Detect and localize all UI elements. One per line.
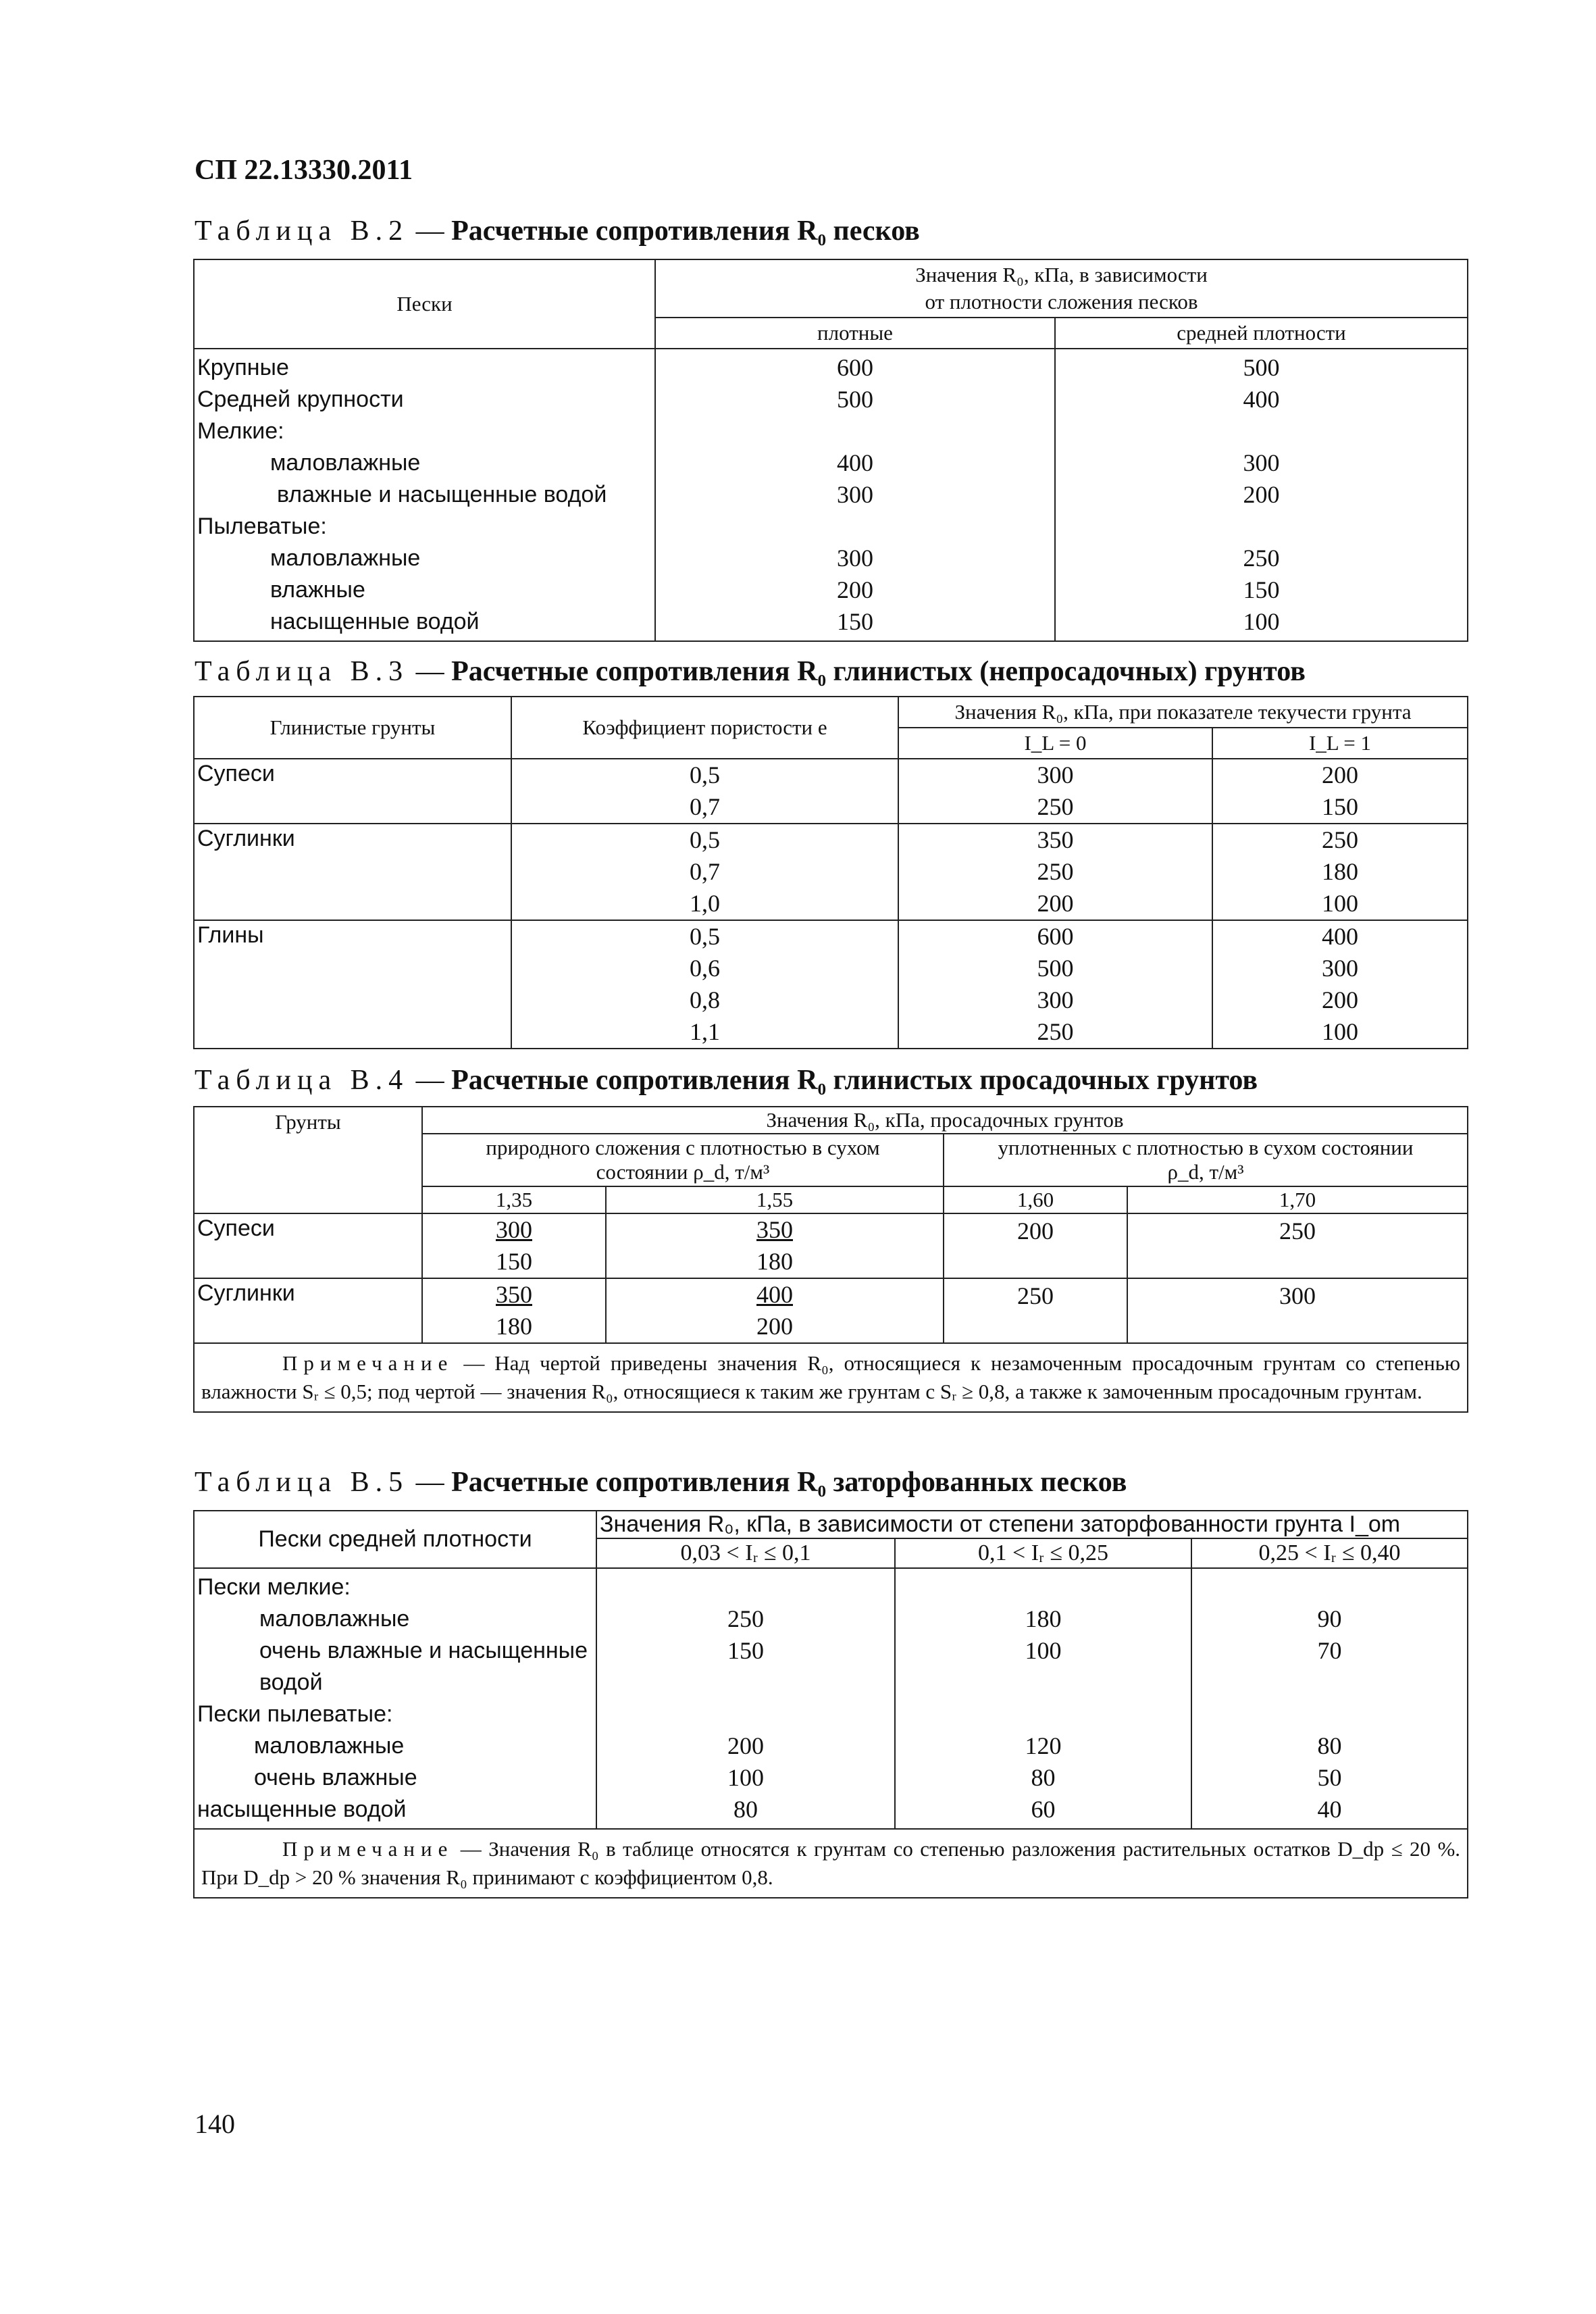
table-row-name: очень влажные	[254, 1765, 417, 1790]
table-cell: 400	[1243, 386, 1280, 413]
table-b4-title: Расчетные сопротивления R₀ глинистых просадочных грунтов	[451, 1065, 1258, 1096]
sands-names-column	[194, 349, 655, 641]
table-cell: 250	[1243, 545, 1280, 572]
table-cell	[597, 1571, 894, 1603]
table-cell	[896, 1699, 1191, 1730]
range2-column	[895, 1568, 1191, 1829]
col-header-natural	[422, 1134, 944, 1186]
table-b3-title: Расчетные сопротивления R₀ глинистых (непросадочных) грунтов	[451, 656, 1306, 687]
table-b5	[193, 1510, 1468, 1898]
caption-dash: —	[409, 216, 452, 247]
table-cell	[597, 1667, 894, 1699]
table-row-name: маловлажные	[270, 450, 421, 476]
table-cell	[656, 511, 1054, 543]
table-cell	[1192, 1667, 1467, 1699]
table-cell: 350	[1037, 826, 1074, 853]
table-b5-caption	[195, 1466, 1127, 1499]
table-cell	[896, 1571, 1191, 1603]
header-line: природного сложения с плотностью в сухом	[486, 1136, 880, 1159]
table-cell: 0,8	[690, 986, 720, 1013]
table-cell: 0,5	[690, 826, 720, 853]
value-below-line: 180	[756, 1248, 793, 1275]
table-cell: 40	[1317, 1796, 1342, 1823]
table-cell	[1192, 1699, 1467, 1730]
table-cell: 180	[1025, 1605, 1062, 1632]
table-cell	[597, 1699, 894, 1730]
col-header-compacted	[944, 1134, 1468, 1186]
header-line: Значения R₀, кПа, в зависимости	[915, 263, 1208, 286]
table-b4-note	[194, 1343, 1468, 1412]
value-above-line: 400	[756, 1281, 793, 1308]
il1-cells	[1212, 920, 1468, 1049]
table-row-name: влажные	[270, 577, 365, 603]
col-header-dense: плотные	[655, 318, 1055, 349]
table-cell	[896, 1667, 1191, 1699]
table-cell: 100	[1322, 1018, 1358, 1045]
table-cell: 250	[1127, 1213, 1468, 1278]
col-header-values: Значения R₀, кПа, в зависимости от степени заторфованности грунта I_om	[596, 1511, 1468, 1538]
table-cell: 300	[1037, 986, 1074, 1013]
table-cell: 400	[837, 449, 873, 476]
col-header-density: 1,70	[1127, 1186, 1468, 1213]
table-row-name: Пески мелкие:	[197, 1574, 351, 1600]
table-cell: 200	[727, 1732, 764, 1759]
table-row-group	[194, 759, 1468, 824]
value-below-line: 200	[756, 1313, 793, 1340]
table-b5-note	[194, 1829, 1468, 1898]
value-below-line: 150	[496, 1248, 532, 1275]
table-cell: 250	[727, 1605, 764, 1632]
il0-cells	[898, 759, 1212, 824]
table-cell: 150	[837, 608, 873, 635]
note-label: Примечание	[282, 1351, 454, 1375]
table-row-name: влажные и насыщенные водой	[277, 482, 607, 507]
col-header-range: 0,1 < Iᵣ ≤ 0,25	[895, 1538, 1191, 1568]
table-cell: 100	[1322, 890, 1358, 917]
table-cell: 250	[1037, 793, 1074, 820]
table-cell	[656, 416, 1054, 447]
table-cell: 500	[1243, 354, 1280, 381]
table-cell: 120	[1025, 1732, 1062, 1759]
col-header-porosity: Коэффициент пористости e	[511, 697, 898, 759]
table-cell: 60	[1031, 1796, 1056, 1823]
table-cell	[422, 1213, 606, 1278]
table-b4	[193, 1106, 1468, 1413]
table-row-name: очень влажные и насыщенные	[259, 1638, 588, 1663]
col-header-soils: Глинистые грунты	[194, 697, 511, 759]
col-header-il0: I_L = 0	[898, 728, 1212, 759]
table-cell	[422, 1278, 606, 1343]
col-header-values	[655, 259, 1468, 318]
table-cell: 150	[1243, 576, 1280, 603]
table-cell: 90	[1317, 1605, 1342, 1632]
note-label: Примечание	[282, 1837, 454, 1861]
table-cell	[1056, 511, 1467, 543]
table-cell: 300	[1037, 761, 1074, 788]
table-cell: 300	[837, 481, 873, 508]
table-cell: 600	[1037, 923, 1074, 950]
il0-cells	[898, 824, 1212, 920]
table-cell: 200	[837, 576, 873, 603]
porosity-cells	[511, 759, 898, 824]
col-header-medium: средней плотности	[1055, 318, 1468, 349]
table-cell: 0,7	[690, 858, 720, 885]
table-cell: 300	[837, 545, 873, 572]
dense-values-column	[655, 349, 1055, 641]
table-cell: 250	[1037, 1018, 1074, 1045]
table-cell: 180	[1322, 858, 1358, 885]
table-cell: 80	[733, 1796, 758, 1823]
table-row	[194, 1213, 1468, 1278]
table-cell: 100	[1243, 608, 1280, 635]
table-row-name: Средней крупности	[197, 386, 404, 412]
table-cell: 300	[1127, 1278, 1468, 1343]
table-cell: 600	[837, 354, 873, 381]
il1-cells	[1212, 759, 1468, 824]
table-cell	[1192, 1571, 1467, 1603]
table-cell: 150	[1322, 793, 1358, 820]
table-cell: 200	[944, 1213, 1127, 1278]
table-cell: 1,0	[690, 890, 720, 917]
caption-dash: —	[409, 656, 452, 687]
table-cell: 250	[1322, 826, 1358, 853]
col-header-range: 0,25 < Iᵣ ≤ 0,40	[1191, 1538, 1468, 1568]
col-header-soils: Грунты	[194, 1107, 422, 1213]
col-header-density: 1,35	[422, 1186, 606, 1213]
table-cell: 500	[1037, 955, 1074, 982]
header-line: ρ_d, т/м³	[1167, 1160, 1244, 1184]
table-cell	[606, 1278, 944, 1343]
table-row-name: Пески пылеватые:	[197, 1701, 393, 1727]
col-header-sands: Пески средней плотности	[194, 1511, 596, 1568]
table-row-name: Мелкие:	[197, 418, 284, 444]
caption-dash: —	[409, 1065, 452, 1096]
table-cell: 300	[1243, 449, 1280, 476]
col-header-sands: Пески	[194, 259, 655, 349]
table-cell: 80	[1317, 1732, 1342, 1759]
table-cell: 200	[1243, 481, 1280, 508]
value-above-line: 350	[496, 1281, 532, 1308]
table-cell: 1,1	[690, 1018, 720, 1045]
value-below-line: 180	[496, 1313, 532, 1340]
group-name: Супеси	[194, 759, 511, 824]
table-row-name: водой	[259, 1669, 323, 1695]
range3-column	[1191, 1568, 1468, 1829]
table-cell: 100	[727, 1764, 764, 1791]
group-name: Суглинки	[194, 824, 511, 920]
group-name: Глины	[194, 920, 511, 1049]
table-row	[194, 1278, 1468, 1343]
table-b3-caption	[195, 655, 1306, 688]
porosity-cells	[511, 824, 898, 920]
table-row-name: маловлажные	[259, 1606, 410, 1632]
table-cell: 200	[1322, 986, 1358, 1013]
table-cell: 250	[1037, 858, 1074, 885]
header-line: от плотности сложения песков	[925, 290, 1198, 313]
table-b3	[193, 696, 1468, 1049]
note-text: — Значения R₀ в таблице относятся к грунтам со степенью разложения растительных остатков D_dp ≤ 20 %. При D_dp > 20 % значения R₀ принимают с коэффициентом 0,8.	[201, 1837, 1461, 1889]
table-b5-label: Таблица В.5	[195, 1467, 409, 1498]
porosity-cells	[511, 920, 898, 1049]
table-cell: 200	[1037, 890, 1074, 917]
range1-column	[596, 1568, 895, 1829]
table-row-name: маловлажные	[270, 545, 421, 571]
col-header-values: Значения R₀, кПа, при показателе текучести грунта	[898, 697, 1468, 728]
note-text: — Над чертой приведены значения R₀, относящиеся к незамоченным просадочным грунтам со степенью влажности Sᵣ ≤ 0,5; под чертой — значения R₀, относящиеся к таким же грунтам с Sᵣ ≥ 0,8, а также к замоченным просадочным грунтам.	[201, 1351, 1461, 1403]
col-header-values: Значения R₀, кПа, просадочных грунтов	[422, 1107, 1468, 1134]
table-row-name: насыщенные водой	[197, 1796, 407, 1822]
header-line: уплотненных с плотностью в сухом состоянии	[998, 1136, 1414, 1159]
table-row-group	[194, 824, 1468, 920]
row-name: Суглинки	[194, 1278, 422, 1343]
row-name: Супеси	[194, 1213, 422, 1278]
table-cell: 70	[1317, 1637, 1342, 1664]
table-row-name: Крупные	[197, 355, 289, 380]
table-b4-label: Таблица В.4	[195, 1065, 409, 1096]
table-b4-caption	[195, 1064, 1258, 1097]
table-cell: 50	[1317, 1764, 1342, 1791]
table-cell: 0,5	[690, 761, 720, 788]
il1-cells	[1212, 824, 1468, 920]
table-b3-label: Таблица В.3	[195, 656, 409, 687]
table-cell: 150	[727, 1637, 764, 1664]
table-b5-title: Расчетные сопротивления R₀ заторфованных песков	[451, 1467, 1127, 1498]
table-b2-label: Таблица В.2	[195, 216, 409, 247]
table-cell: 0,6	[690, 955, 720, 982]
table-row-name: маловлажные	[254, 1733, 405, 1759]
table-b2-caption	[195, 215, 920, 247]
il0-cells	[898, 920, 1212, 1049]
table-row-group	[194, 920, 1468, 1049]
value-above-line: 300	[496, 1216, 532, 1243]
table-cell: 200	[1322, 761, 1358, 788]
table-cell: 100	[1025, 1637, 1062, 1664]
table-cell: 400	[1322, 923, 1358, 950]
table-cell: 500	[837, 386, 873, 413]
table-cell	[606, 1213, 944, 1278]
table-cell: 300	[1322, 955, 1358, 982]
medium-values-column	[1055, 349, 1468, 641]
header-line: состоянии ρ_d, т/м³	[596, 1160, 770, 1184]
table-cell	[1056, 416, 1467, 447]
sands-names-column	[194, 1568, 596, 1829]
table-cell: 80	[1031, 1764, 1056, 1791]
value-above-line: 350	[756, 1216, 793, 1243]
page-number: 140	[195, 2109, 235, 2139]
table-row-name: Пылеватые:	[197, 513, 327, 539]
table-cell: 0,7	[690, 793, 720, 820]
table-b2-title: Расчетные сопротивления R₀ песков	[451, 216, 920, 247]
caption-dash: —	[409, 1467, 452, 1498]
col-header-density: 1,60	[944, 1186, 1127, 1213]
table-b2	[193, 259, 1468, 642]
table-cell: 0,5	[690, 923, 720, 950]
table-row-name: насыщенные водой	[270, 609, 480, 634]
col-header-il1: I_L = 1	[1212, 728, 1468, 759]
col-header-density: 1,55	[606, 1186, 944, 1213]
document-code: СП 22.13330.2011	[195, 155, 413, 186]
col-header-range: 0,03 < Iᵣ ≤ 0,1	[596, 1538, 895, 1568]
table-cell: 250	[944, 1278, 1127, 1343]
